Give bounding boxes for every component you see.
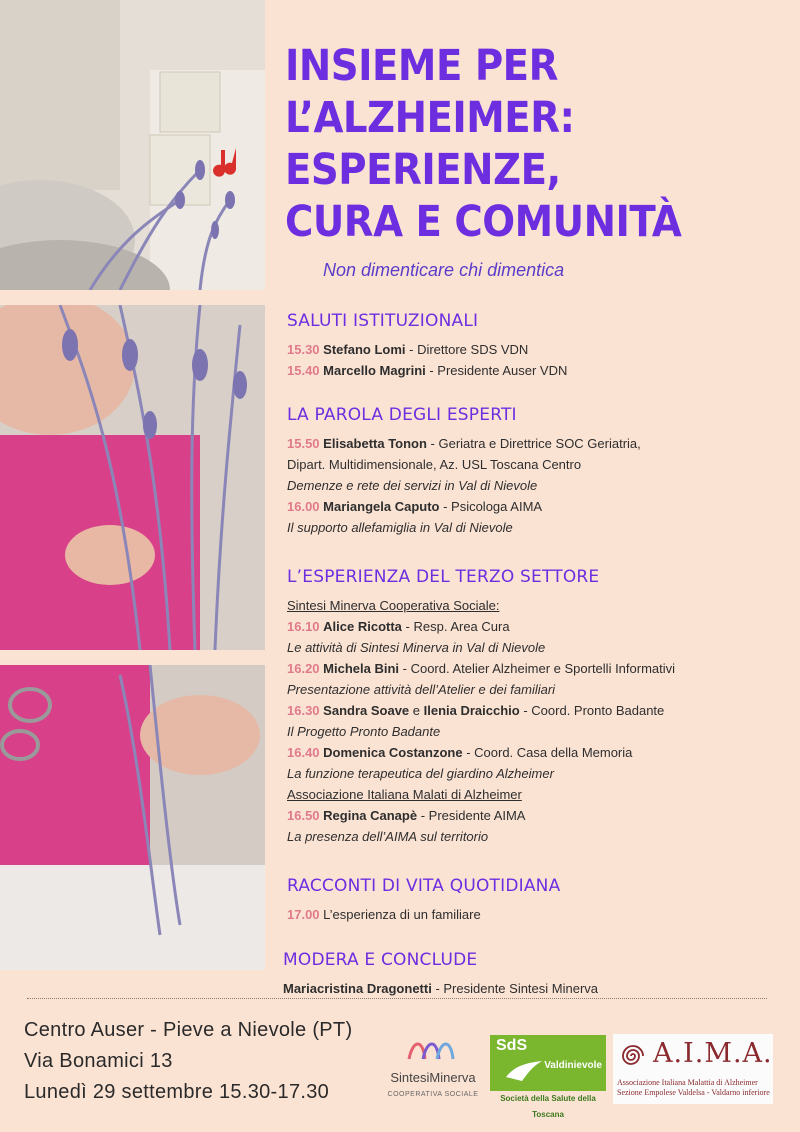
speaker-role: - Coord. Atelier Alzheimer e Sportelli Informativi xyxy=(399,661,676,676)
speaker-name: Regina Canapè xyxy=(323,808,418,823)
photo-bottom xyxy=(0,665,265,970)
program-line xyxy=(287,658,787,679)
program-line xyxy=(283,978,783,999)
section-heading: MODERA E CONCLUDE xyxy=(283,950,478,970)
bird-icon xyxy=(504,1057,544,1085)
speaker-role: - Geriatra e Direttrice SOC Geriatria, xyxy=(426,436,641,451)
sds-area: Valdinievole xyxy=(544,1060,602,1071)
speaker-name: Michela Bini xyxy=(323,661,400,676)
speaker-role: - Presidente Auser VDN xyxy=(425,363,568,378)
venue-location: Centro Auser - Pieve a Nievole (PT) xyxy=(24,1019,353,1041)
organization-name: Sintesi Minerva Cooperativa Sociale: xyxy=(287,598,500,613)
event-date-time: Lunedì 29 settembre 15.30-17.30 xyxy=(24,1081,330,1103)
section-heading: RACCONTI DI VITA QUOTIDIANA xyxy=(287,876,561,896)
time: 16.10 xyxy=(287,619,320,634)
speaker-role: - Psicologa AIMA xyxy=(439,499,543,514)
program-line xyxy=(287,805,787,826)
sintesi-minerva-name-b: Minerva xyxy=(429,1070,476,1085)
aima-acronym: A.I.M.A. xyxy=(653,1038,773,1069)
time: 16.20 xyxy=(287,661,320,676)
program-line xyxy=(287,433,787,454)
conjunction: e xyxy=(409,703,424,718)
event-title xyxy=(285,40,785,248)
sintesi-minerva-name-a: Sintesi xyxy=(390,1070,430,1085)
time: 16.30 xyxy=(287,703,320,718)
section-terzo-settore xyxy=(287,567,787,847)
section-modera xyxy=(283,950,783,999)
talk-topic: Il supporto allefamiglia in Val di Nievole xyxy=(287,520,513,535)
section-heading: SALUTI ISTITUZIONALI xyxy=(287,311,479,331)
aima-subtitle-line: Sezione Empolese Valdelsa - Valdarno inferiore xyxy=(617,1088,770,1097)
sintesi-minerva-name xyxy=(383,1070,483,1085)
speaker-name: Mariacristina Dragonetti xyxy=(283,981,432,996)
sds-acronym: SdS xyxy=(496,1037,528,1054)
organization-name: Associazione Italiana Malati di Alzheimer xyxy=(287,787,522,802)
talk-topic: Presentazione attività dell’Atelier e dei familiari xyxy=(287,682,556,697)
sds-valdinievole-logo xyxy=(490,1035,606,1119)
aima-logo xyxy=(613,1034,773,1104)
program-line xyxy=(287,496,787,517)
speaker-name: Elisabetta Tonon xyxy=(323,436,427,451)
program-line xyxy=(287,616,787,637)
speaker-name: Sandra Soave xyxy=(323,703,410,718)
speaker-name: Stefano Lomi xyxy=(323,342,406,357)
venue-block xyxy=(24,1015,352,1108)
sds-full-name: Società della Salute della Toscana xyxy=(490,1091,606,1107)
photo-middle xyxy=(0,305,265,650)
time: 15.30 xyxy=(287,342,320,357)
program-line xyxy=(287,360,787,381)
venue-address: Via Bonamici 13 xyxy=(24,1050,173,1072)
speaker-name: Marcello Magrini xyxy=(323,363,426,378)
speaker-role: - Presidente AIMA xyxy=(417,808,526,823)
time: 15.40 xyxy=(287,363,320,378)
photo-column xyxy=(0,0,265,990)
tagline: Non dimenticare chi dimentica xyxy=(323,260,565,280)
speaker-role: - Direttore SDS VDN xyxy=(405,342,529,357)
talk-description: L’esperienza di un familiare xyxy=(319,907,481,922)
divider xyxy=(27,998,767,999)
title-line: ESPERIENZE, xyxy=(285,145,561,195)
speaker-role: - Presidente Sintesi Minerva xyxy=(431,981,599,996)
speaker-name: Domenica Costanzone xyxy=(323,745,463,760)
section-esperti xyxy=(287,405,787,538)
section-heading: L’ESPERIENZA DEL TERZO SETTORE xyxy=(287,567,600,587)
aima-subtitle-line: Associazione Italiana Malattia di Alzheimer xyxy=(617,1078,758,1087)
aima-subtitle xyxy=(617,1078,770,1098)
speaker-name: Mariangela Caputo xyxy=(323,499,440,514)
talk-topic: Demenze e rete dei servizi in Val di Nievole xyxy=(287,478,538,493)
speaker-role-cont: Dipart. Multidimensionale, Az. USL Toscana Centro xyxy=(287,457,582,472)
program-line xyxy=(287,339,787,360)
speaker-role: - Resp. Area Cura xyxy=(401,619,510,634)
time: 17.00 xyxy=(287,907,320,922)
photo-top xyxy=(0,0,265,290)
talk-topic: La presenza dell’AIMA sul territorio xyxy=(287,829,489,844)
time: 16.00 xyxy=(287,499,320,514)
program-line xyxy=(287,700,787,721)
time: 16.40 xyxy=(287,745,320,760)
sintesi-minerva-icon xyxy=(403,1035,463,1061)
spiral-icon xyxy=(617,1040,649,1072)
program-line xyxy=(287,904,787,925)
time: 16.50 xyxy=(287,808,320,823)
speaker-name: Ilenia Draicchio xyxy=(423,703,520,718)
title-line: L’ALZHEIMER: xyxy=(285,93,575,143)
talk-topic: Il Progetto Pronto Badante xyxy=(287,724,441,739)
speaker-role: - Coord. Pronto Badante xyxy=(519,703,665,718)
speaker-role: - Coord. Casa della Memoria xyxy=(462,745,633,760)
time: 15.50 xyxy=(287,436,320,451)
program-line xyxy=(287,742,787,763)
section-saluti xyxy=(287,311,787,381)
section-heading: LA PAROLA DEGLI ESPERTI xyxy=(287,405,517,425)
title-line: CURA E COMUNITÀ xyxy=(285,197,682,247)
talk-topic: Le attività di Sintesi Minerva in Val di Nievole xyxy=(287,640,546,655)
speaker-name: Alice Ricotta xyxy=(323,619,402,634)
talk-topic: La funzione terapeutica del giardino Alzheimer xyxy=(287,766,554,781)
title-line: INSIEME PER xyxy=(285,41,558,91)
sintesi-minerva-subtitle: COOPERATIVA SOCIALE xyxy=(387,1091,479,1098)
section-racconti xyxy=(287,876,787,925)
sintesi-minerva-logo xyxy=(383,1035,483,1098)
